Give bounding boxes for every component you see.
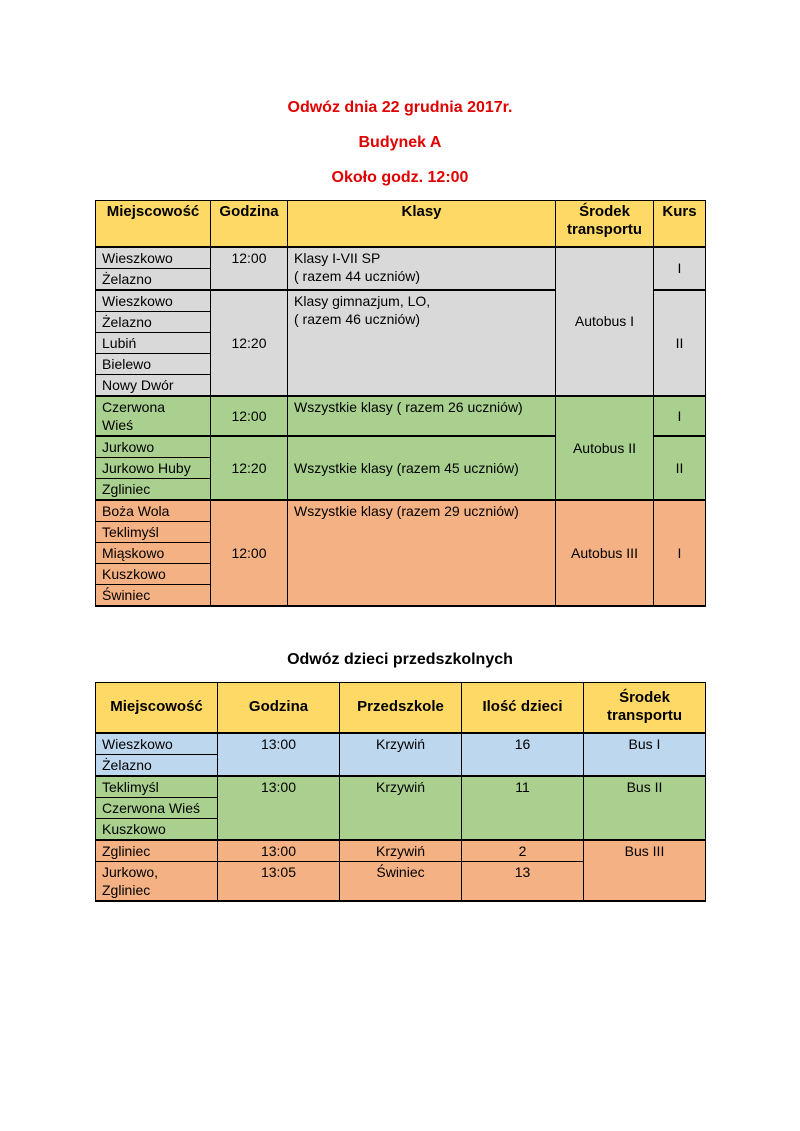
place-cell: Świniec [96,584,211,606]
transport-cell: Bus III [584,840,706,901]
transport-cell: Autobus I [556,247,654,396]
place-cell: Wieszkowo [96,733,218,755]
place-cell: Żelazno [96,754,218,776]
preschool-cell: Krzywiń [340,776,462,840]
table-row [96,733,706,755]
preschool-cell: Krzywiń [340,733,462,776]
header-course: Kurs [654,201,706,247]
table-row [96,247,706,269]
place-cell: Teklimyśl [96,776,218,798]
place-cell: Zgliniec [96,840,218,862]
time-cell: 13:00 [218,733,340,776]
classes-cell: Klasy gimnazjum, LO, ( razem 46 uczniów) [288,290,556,396]
place-cell: Jurkowo, Zgliniec [96,861,218,901]
header-time: Godzina [218,683,340,733]
transport-cell: Bus II [584,776,706,840]
table-row [96,840,706,862]
preschool-cell: Świniec [340,861,462,901]
building-label: Budynek A [358,134,442,151]
time-cell: 12:00 [211,396,288,436]
classes-cell: Wszystkie klasy (razem 45 uczniów) [288,436,556,500]
place-cell: Jurkowo Huby [96,457,211,478]
table-row [96,500,706,522]
place-cell: Żelazno [96,311,211,332]
count-cell: 11 [462,776,584,840]
table-header-row [96,201,706,247]
header-transport: Środek transportu [584,683,706,733]
place-cell: Boża Wola [96,500,211,522]
place-cell: Zgliniec [96,478,211,500]
transport-cell: Bus I [584,733,706,776]
place-cell: Żelazno [96,268,211,290]
course-cell: I [654,396,706,436]
place-cell: Lubiń [96,332,211,353]
classes-cell: Wszystkie klasy ( razem 26 uczniów) [288,396,556,436]
time-cell: 12:20 [211,290,288,396]
time-cell: 12:20 [211,436,288,500]
time-cell: 13:00 [218,840,340,862]
classes-cell: Klasy I-VII SP ( razem 44 uczniów) [288,247,556,290]
time-label: Około godz. 12:00 [331,169,469,186]
table-row [96,396,706,436]
header-place: Miejscowość [96,201,211,247]
table-row [96,776,706,798]
transport-cell: Autobus III [556,500,654,606]
place-cell: Czerwona Wieś [96,797,218,818]
school-transport-table [95,200,706,607]
page-title: Odwóz dnia 22 grudnia 2017r. [287,99,513,116]
header-time: Godzina [211,201,288,247]
course-cell: I [654,500,706,606]
preschool-section-title: Odwóz dzieci przedszkolnych [287,651,513,668]
place-cell: Wieszkowo [96,247,211,269]
place-cell: Nowy Dwór [96,374,211,396]
place-cell: Kuszkowo [96,818,218,840]
table-header-row [96,683,706,733]
header-preschool: Przedszkole [340,683,462,733]
header-classes: Klasy [288,201,556,247]
place-cell: Miąskowo [96,542,211,563]
time-cell: 13:05 [218,861,340,901]
place-cell: Jurkowo [96,436,211,458]
count-cell: 13 [462,861,584,901]
header-transport: Środek transportu [556,201,654,247]
course-cell: II [654,436,706,500]
header-children-count: Ilość dzieci [462,683,584,733]
course-cell: I [654,247,706,290]
header-place: Miejscowość [96,683,218,733]
classes-cell: Wszystkie klasy (razem 29 uczniów) [288,500,556,606]
preschool-transport-table [95,682,706,902]
place-cell: Czerwona Wieś [96,396,211,436]
place-cell: Bielewo [96,353,211,374]
time-cell: 12:00 [211,500,288,606]
time-cell: 12:00 [211,247,288,290]
time-cell: 13:00 [218,776,340,840]
place-cell: Wieszkowo [96,290,211,312]
place-cell: Teklimyśl [96,521,211,542]
place-cell: Kuszkowo [96,563,211,584]
transport-cell: Autobus II [556,396,654,500]
course-cell: II [654,290,706,396]
count-cell: 16 [462,733,584,776]
count-cell: 2 [462,840,584,862]
preschool-cell: Krzywiń [340,840,462,862]
